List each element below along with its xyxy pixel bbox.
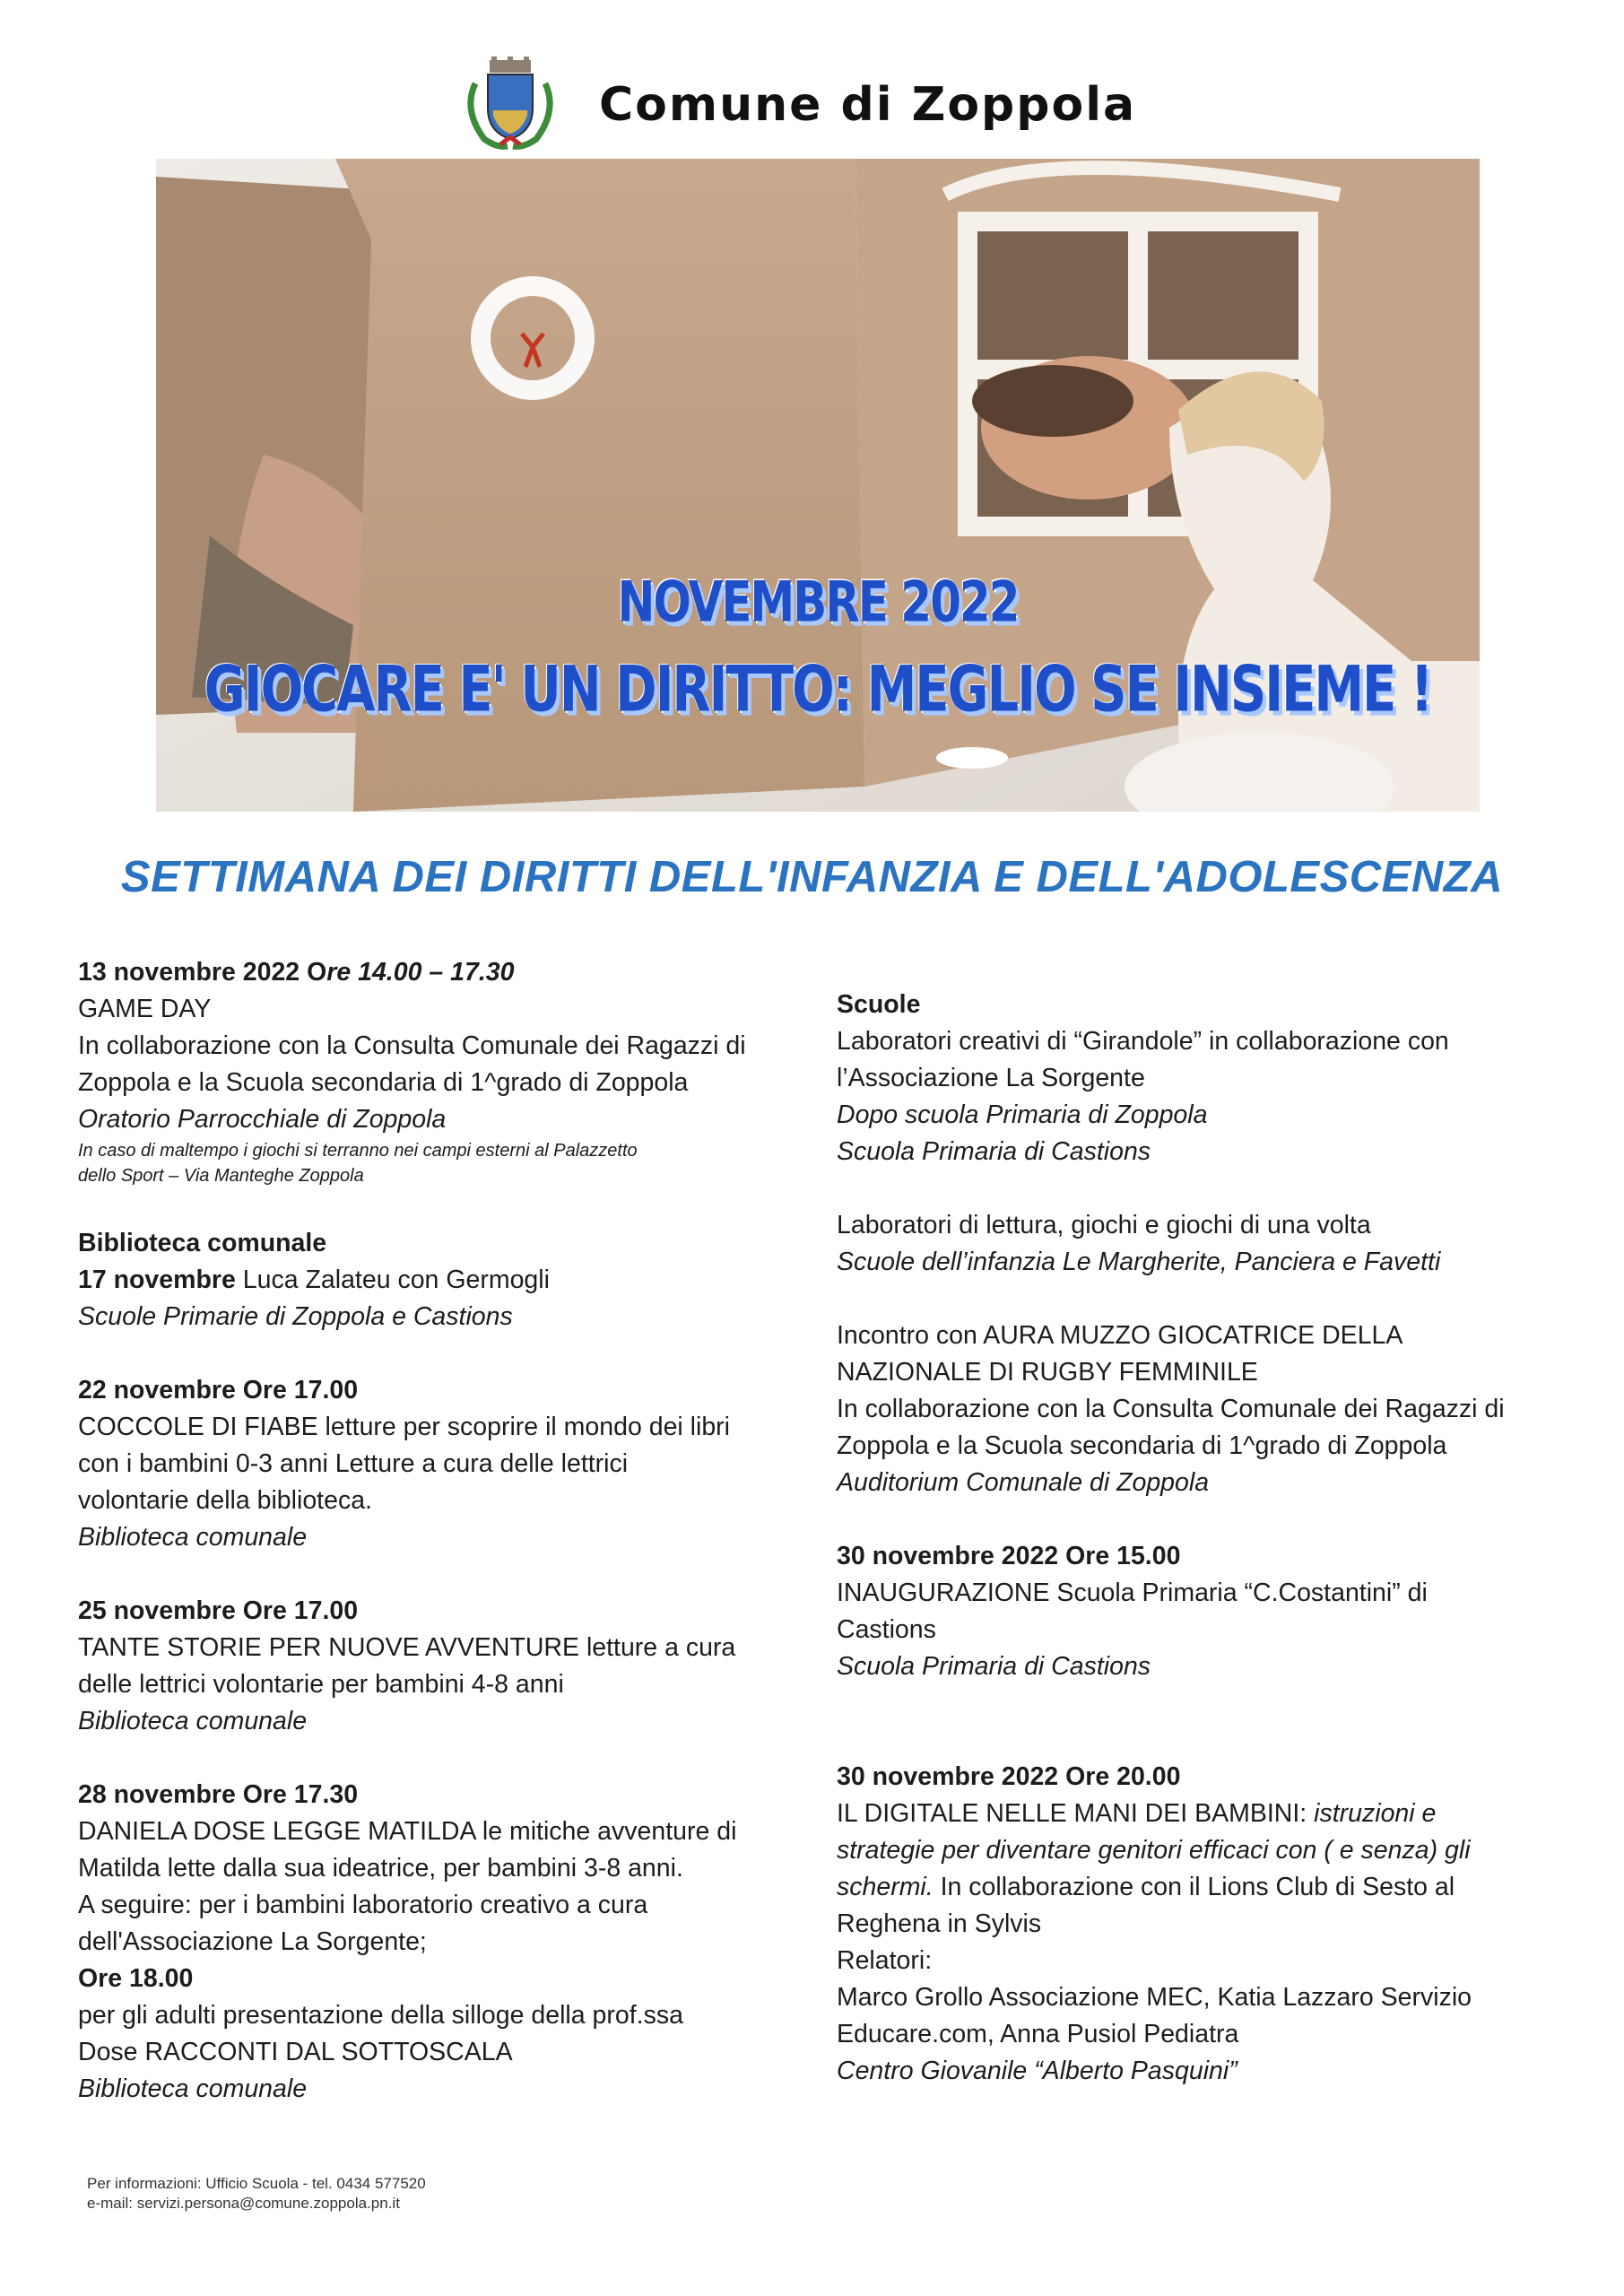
event-game-day-datetime: 13 novembre 2022 Ore 14.00 – 17.30 bbox=[78, 958, 515, 987]
banner-slogan: GIOCARE E' UN DIRITTO: MEGLIO SE INSIEME ! bbox=[204, 653, 1432, 727]
event-coccole-desc: COCCOLE DI FIABE letture per scoprire il mondo dei libri bbox=[78, 1413, 731, 1441]
event-digitale-place: Centro Giovanile “Alberto Pasquini” bbox=[837, 2057, 1238, 2085]
event-rugby-desc: NAZIONALE DI RUGBY FEMMINILE bbox=[837, 1358, 1258, 1387]
event-inaugurazione-place: Scuola Primaria di Castions bbox=[837, 1652, 1151, 1681]
event-storie-desc: delle lettrici volontarie per bambini 4-8 anni bbox=[78, 1670, 564, 1699]
event-game-day-note: dello Sport – Via Manteghe Zoppola bbox=[78, 1166, 364, 1186]
event-digitale-speakers: Educare.com, Anna Pusiol Pediatra bbox=[837, 2020, 1239, 2048]
event-digitale-desc: strategie per diventare genitori efficaci con ( e senza) gli bbox=[837, 1836, 1471, 1865]
event-matilda-desc: dell'Associazione La Sorgente; bbox=[78, 1927, 427, 1956]
event-storie-place: Biblioteca comunale bbox=[78, 1707, 308, 1735]
event-matilda-datetime: 28 novembre Ore 17.30 bbox=[78, 1780, 359, 1809]
right-column bbox=[837, 987, 1572, 2090]
event-coccole-datetime: 22 novembre Ore 17.00 bbox=[78, 1376, 359, 1405]
event-digitale-datetime: 30 novembre 2022 Ore 20.00 bbox=[837, 1762, 1181, 1791]
hero-photo bbox=[156, 159, 1480, 812]
event-coccole-desc: con i bambini 0-3 anni Letture a cura delle lettrici bbox=[78, 1449, 629, 1478]
banner-month: NOVEMBRE 2022 bbox=[617, 569, 1019, 635]
event-game-day-place: Oratorio Parrocchiale di Zoppola bbox=[78, 1105, 447, 1134]
event-matilda-desc: Matilda lette dalla sua ideatrice, per bambini 3-8 anni. bbox=[78, 1854, 683, 1883]
event-girandole-desc: l’Associazione La Sorgente bbox=[837, 1064, 1145, 1092]
event-storie-datetime: 25 novembre Ore 17.00 bbox=[78, 1596, 359, 1625]
event-digitale-speakers: Marco Grollo Associazione MEC, Katia Lazzaro Servizio bbox=[837, 1983, 1472, 2012]
event-lettura-place: Scuole dell’infanzia Le Margherite, Panciera e Favetti bbox=[837, 1248, 1441, 1276]
event-rugby-desc: In collaborazione con la Consulta Comunale dei Ragazzi di bbox=[837, 1395, 1505, 1423]
footer-phone: Per informazioni: Ufficio Scuola - tel. 0434 577520 bbox=[87, 2175, 426, 2192]
event-germogli: 17 novembre Luca Zalateu con Germogli bbox=[78, 1265, 550, 1294]
event-girandole-place: Scuola Primaria di Castions bbox=[837, 1137, 1151, 1166]
event-matilda-desc: A seguire: per i bambini laboratorio creativo a cura bbox=[78, 1891, 648, 1919]
event-inaugurazione-desc: Castions bbox=[837, 1615, 936, 1644]
event-lettura-desc: Laboratori di lettura, giochi e giochi di una volta bbox=[837, 1211, 1371, 1239]
page-title: Comune di Zoppola bbox=[599, 78, 1137, 132]
event-matilda-desc: Dose RACCONTI DAL SOTTOSCALA bbox=[78, 2038, 513, 2066]
event-rugby-place: Auditorium Comunale di Zoppola bbox=[837, 1468, 1210, 1497]
event-matilda-place: Biblioteca comunale bbox=[78, 2074, 308, 2103]
event-game-day-title: GAME DAY bbox=[78, 995, 212, 1023]
event-digitale-speakers-label: Relatori: bbox=[837, 1946, 933, 1975]
event-game-day-desc: In collaborazione con la Consulta Comunale dei Ragazzi di bbox=[78, 1031, 746, 1060]
event-coccole-desc: volontarie della biblioteca. bbox=[78, 1486, 372, 1515]
event-inaugurazione-datetime: 30 novembre 2022 Ore 15.00 bbox=[837, 1542, 1181, 1570]
event-rugby-desc: Zoppola e la Scuola secondaria di 1^grado di Zoppola bbox=[837, 1431, 1447, 1460]
schools-heading: Scuole bbox=[837, 990, 921, 1019]
library-heading: Biblioteca comunale bbox=[78, 1229, 327, 1257]
footer-contact bbox=[87, 2174, 426, 2213]
event-digitale-desc: IL DIGITALE NELLE MANI DEI BAMBINI: istruzioni e bbox=[837, 1799, 1437, 1828]
page-header bbox=[457, 56, 1175, 154]
event-matilda-desc: per gli adulti presentazione della silloge della prof.ssa bbox=[78, 2001, 683, 2030]
event-inaugurazione-desc: INAUGURAZIONE Scuola Primaria “C.Costantini” di bbox=[837, 1578, 1428, 1607]
event-game-day-desc: Zoppola e la Scuola secondaria di 1^grado di Zoppola bbox=[78, 1068, 689, 1097]
event-matilda-desc: DANIELA DOSE LEGGE MATILDA le mitiche avventure di bbox=[78, 1817, 737, 1846]
footer-email[interactable]: e-mail: servizi.persona@comune.zoppola.pn.it bbox=[87, 2195, 400, 2212]
event-storie-desc: TANTE STORIE PER NUOVE AVVENTURE letture a cura bbox=[78, 1633, 736, 1662]
municipal-crest-icon bbox=[457, 57, 563, 153]
left-column bbox=[78, 954, 831, 2108]
event-germogli-place: Scuole Primarie di Zoppola e Castions bbox=[78, 1302, 513, 1331]
event-digitale-desc: Reghena in Sylvis bbox=[837, 1909, 1042, 1938]
event-rugby-desc: Incontro con AURA MUZZO GIOCATRICE DELLA bbox=[837, 1321, 1403, 1350]
event-digitale-desc: schermi. In collaborazione con il Lions Club di Sesto al bbox=[837, 1873, 1455, 1901]
event-girandole-desc: Laboratori creativi di “Girandole” in collaborazione con bbox=[837, 1027, 1449, 1056]
event-matilda-time2: Ore 18.00 bbox=[78, 1964, 194, 1993]
event-game-day-note: In caso di maltempo i giochi si terranno nei campi esterni al Palazzetto bbox=[78, 1141, 638, 1161]
section-title: SETTIMANA DEI DIRITTI DELL'INFANZIA E DELL'ADOLESCENZA bbox=[120, 853, 1504, 901]
event-girandole-place: Dopo scuola Primaria di Zoppola bbox=[837, 1100, 1208, 1129]
event-coccole-place: Biblioteca comunale bbox=[78, 1523, 308, 1552]
